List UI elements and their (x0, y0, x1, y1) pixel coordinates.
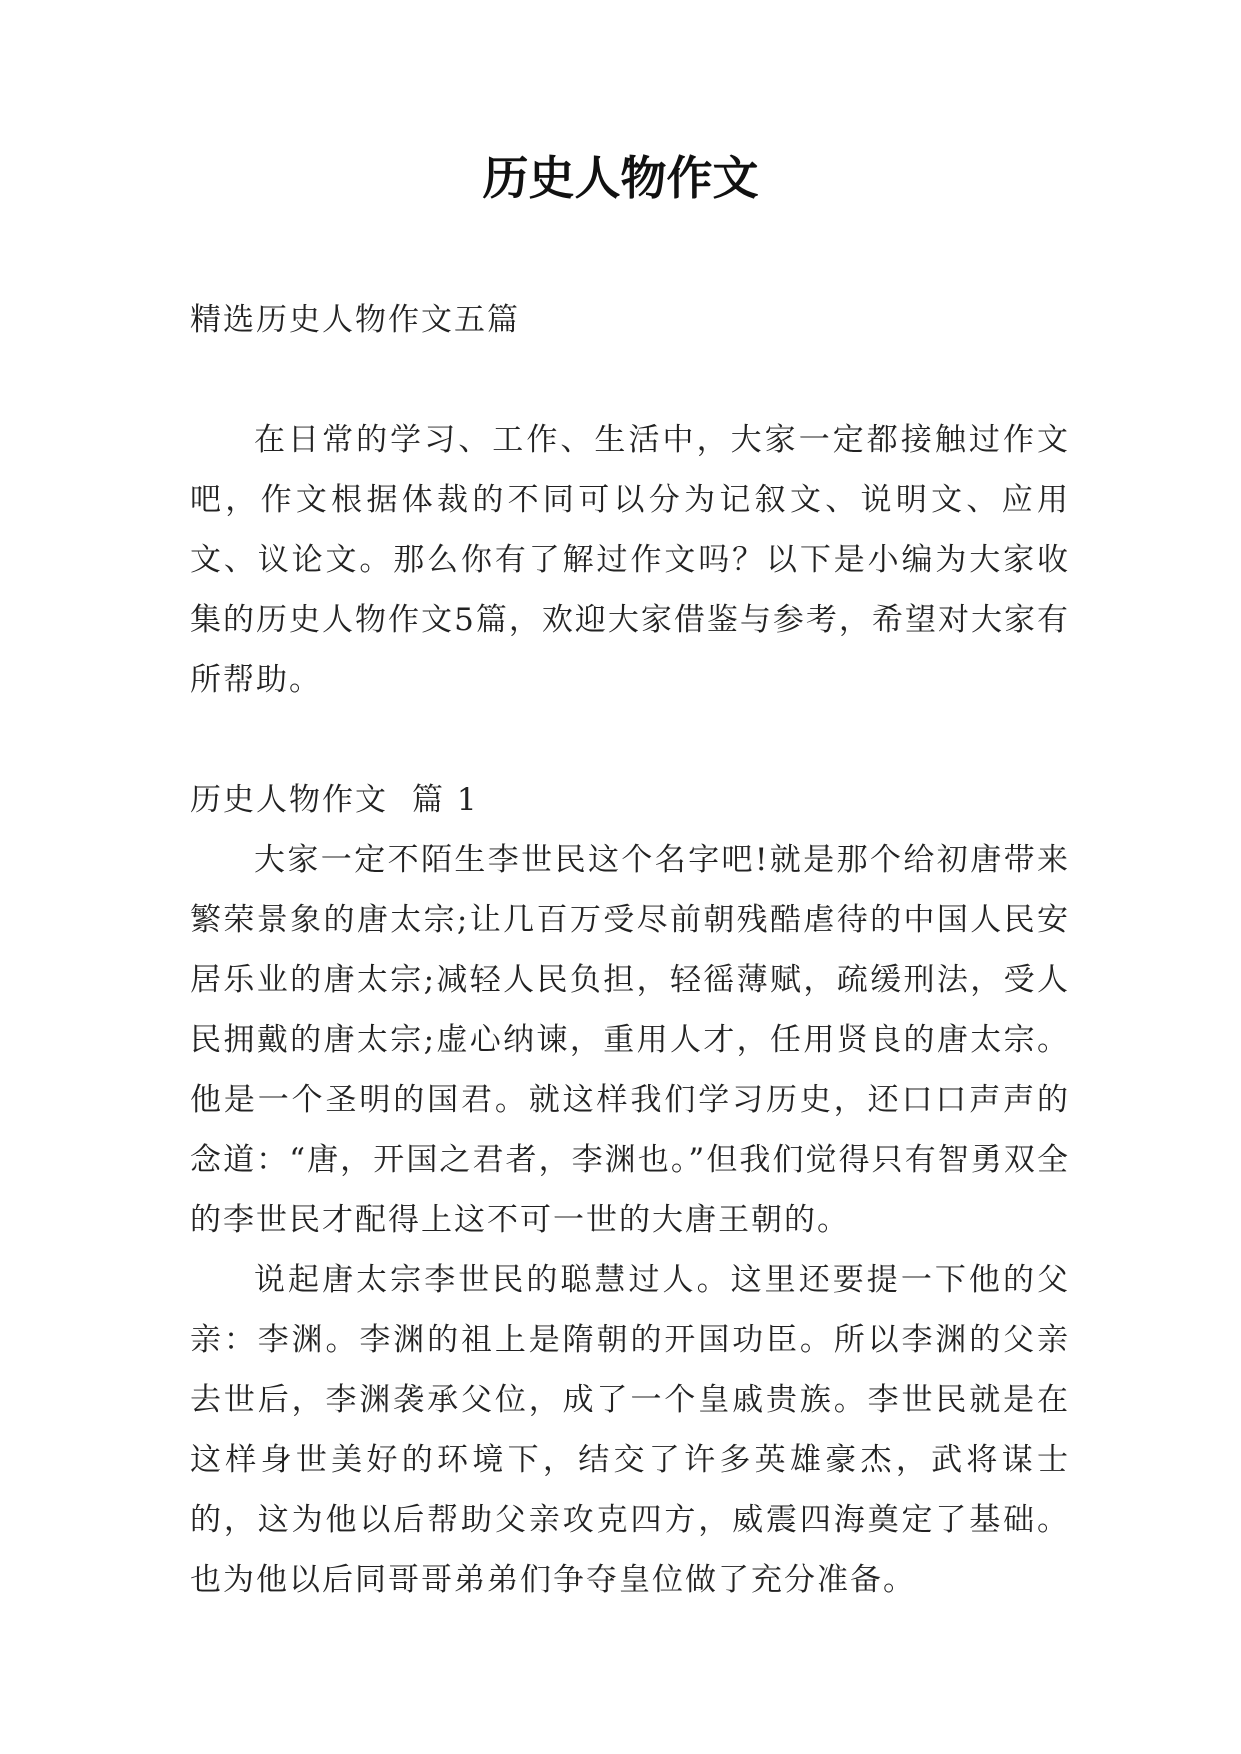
section-paragraph-2: 说起唐太宗李世民的聪慧过人。这里还要提一下他的父亲：李渊。李渊的祖上是隋朝的开国功臣。所以李渊的父亲去世后，李渊袭承父位，成了一个皇戚贵族。李世民就是在这样身世美好的环境下，结交了许多英雄豪杰，武将谋士的，这为他以后帮助父亲攻克四方，威震四海奠定了基础。也为他以后同哥哥弟弟们争夺皇位做了充分准备。 (190, 1262, 1070, 1598)
intro-paragraph: 在日常的学习、工作、生活中，大家一定都接触过作文吧，作文根据体裁的不同可以分为记叙文、说明文、应用文、议论文。那么你有了解过作文吗？以下是小编为大家收集的历史人物作文5篇，欢迎大家借鉴与参考，希望对大家有所帮助。 (190, 422, 1070, 698)
section-heading-number: 篇 1 (412, 782, 479, 818)
document-subtitle: 精选历史人物作文五篇 (190, 302, 520, 338)
section-heading (190, 770, 1070, 830)
section-heading-title: 历史人物作文 (190, 782, 388, 818)
document-body (190, 290, 1070, 1610)
section-paragraph-1: 大家一定不陌生李世民这个名字吧!就是那个给初唐带来繁荣景象的唐太宗;让几百万受尽前朝残酷虐待的中国人民安居乐业的唐太宗;减轻人民负担，轻徭薄赋，疏缓刑法，受人民拥戴的唐太宗;虚心纳谏，重用人才，任用贤良的唐太宗。他是一个圣明的国君。就这样我们学习历史，还口口声声的念道：“唐，开国之君者，李渊也。”但我们觉得只有智勇双全的李世民才配得上这不可一世的大唐王朝的。 (190, 842, 1070, 1238)
document-title: 历史人物作文 (482, 151, 759, 205)
